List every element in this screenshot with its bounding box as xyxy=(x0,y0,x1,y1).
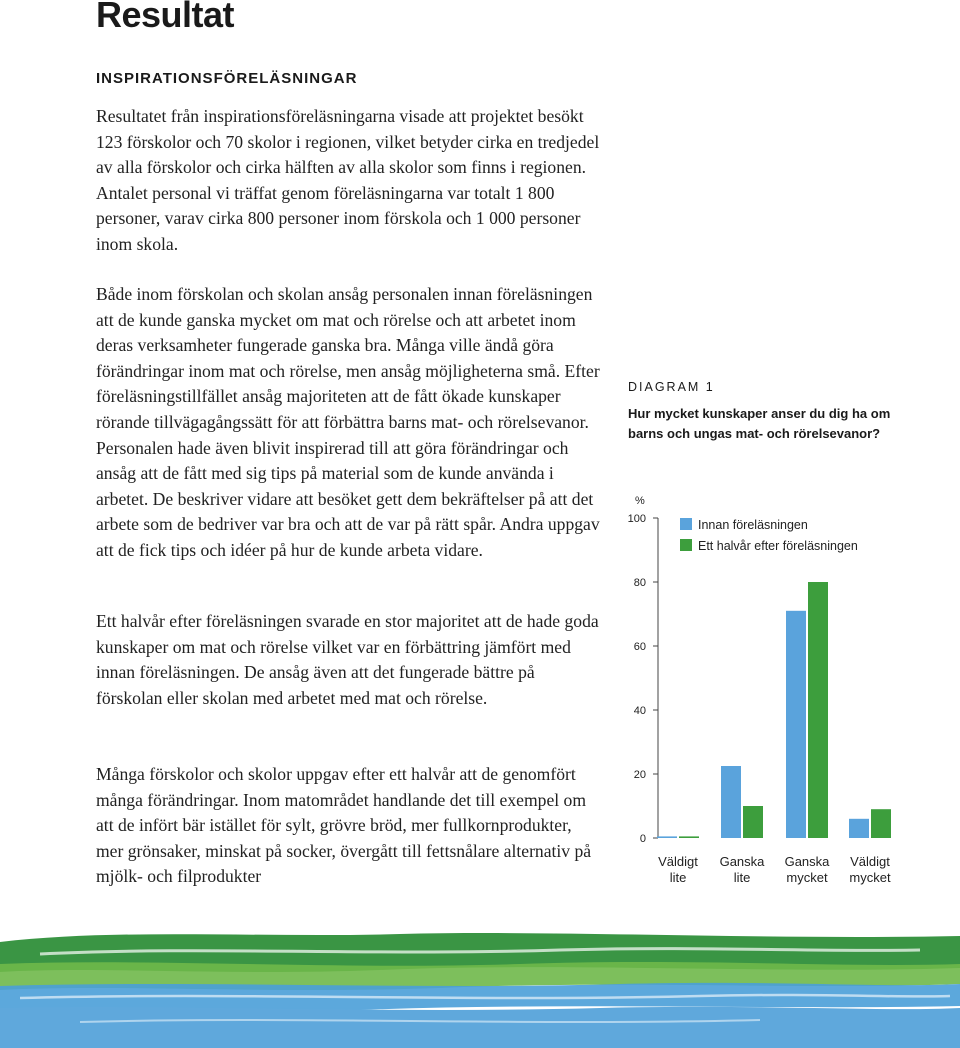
diagram-question: Hur mycket kunskaper anser du dig ha om barns och ungas mat- och rörelsevanor? xyxy=(628,406,891,441)
x-category-label: Ganska xyxy=(719,854,765,869)
y-axis-unit-label: % xyxy=(635,495,645,507)
bar-after-1 xyxy=(743,806,763,838)
section-heading: INSPIRATIONSFÖRELÄSNINGAR xyxy=(96,70,358,87)
paragraph-2: Både inom förskolan och skolan ansåg personalen innan föreläsningen att de kunde ganska mycket om mat och rörelse och att arbetet inom deras verksamheter fungerade ganska bra. Många ville ändå göra förändringar inom mat och rörelse, men ansåg möjligheterna små. Efter föreläsningstillfället ansåg majoriteten att de fått ökade kunskaper rörande tillvägagångssätt för att förbättra barns mat- och rörelsevanor. Personalen hade även blivit inspirerad till att göra förändringar och ansåg att de fått med sig tips på material som de kunde använda i arbetet. De beskriver vidare att besöket gett dem bekräftelser på att det arbete som de bedriver var bra och att de var på rätt spår. Andra uppgav att de fick tips och idéer på hur de kunde arbeta vidare. xyxy=(96,284,600,560)
x-category-label: mycket xyxy=(786,870,828,885)
bar-before-1 xyxy=(721,766,741,838)
diagram-label: DIAGRAM 1 xyxy=(628,380,715,394)
paragraph-1: Resultatet från inspirationsföreläsningarna visade att projektet besökt 123 förskolor och 70 skolor i regionen, vilket betyder cirka en tredjedel av alla förskolor och cirka hälften av alla skolor som finns i regionen. Antalet personal vi träffat genom föreläsningarna var totalt 1 800 personer, varav cirka 800 personer inom förskola och 1 000 personer inom skola. xyxy=(96,106,600,254)
page-title: Resultat xyxy=(96,0,235,35)
legend-swatch-0 xyxy=(680,518,692,530)
paragraph-3: Ett halvår efter föreläsningen svarade en stor majoritet att de hade goda kunskaper om mat och rörelse vilket var en förbättring jämfört med innan föreläsningen. De ansåg även att det fungerade bättre på förskolan eller skolan med arbetet med mat och rörelse. xyxy=(96,611,599,708)
y-tick-label: 80 xyxy=(633,577,646,589)
bar-after-0 xyxy=(679,836,699,838)
legend-swatch-1 xyxy=(680,539,692,551)
bar-before-3 xyxy=(849,819,869,838)
y-tick-label: 60 xyxy=(633,641,646,653)
legend-label-1: Ett halvår efter föreläsningen xyxy=(698,539,858,553)
x-category-label: lite xyxy=(733,870,751,885)
bar-after-2 xyxy=(808,582,828,838)
decorative-brush-stripes xyxy=(0,910,960,1048)
paragraph-4: Många förskolor och skolor uppgav efter ett halvår att de genomfört många förändringar. Inom matområdet handlande det till exempel om att de infört bär istället för sylt, grövre bröd, mer fullkornprodukter, mer grönsaker, minskat på socker, övergått till fettsnålare alternativ på mjölk- och filprodukter xyxy=(96,764,592,887)
bar-before-2 xyxy=(786,611,806,838)
x-category-label: Väldigt xyxy=(850,854,890,869)
legend-label-0: Innan föreläsningen xyxy=(698,518,808,532)
x-category-label: lite xyxy=(669,870,687,885)
y-tick-label: 20 xyxy=(633,769,646,781)
x-category-label: Ganska xyxy=(784,854,830,869)
x-category-label: Väldigt xyxy=(658,854,698,869)
x-category-label: mycket xyxy=(849,870,891,885)
bar-after-3 xyxy=(871,809,891,838)
y-tick-label: 40 xyxy=(633,705,646,717)
bar-chart xyxy=(600,480,920,900)
y-tick-label: 100 xyxy=(627,513,646,525)
bar-before-0 xyxy=(657,836,677,838)
y-tick-label: 0 xyxy=(639,833,646,845)
